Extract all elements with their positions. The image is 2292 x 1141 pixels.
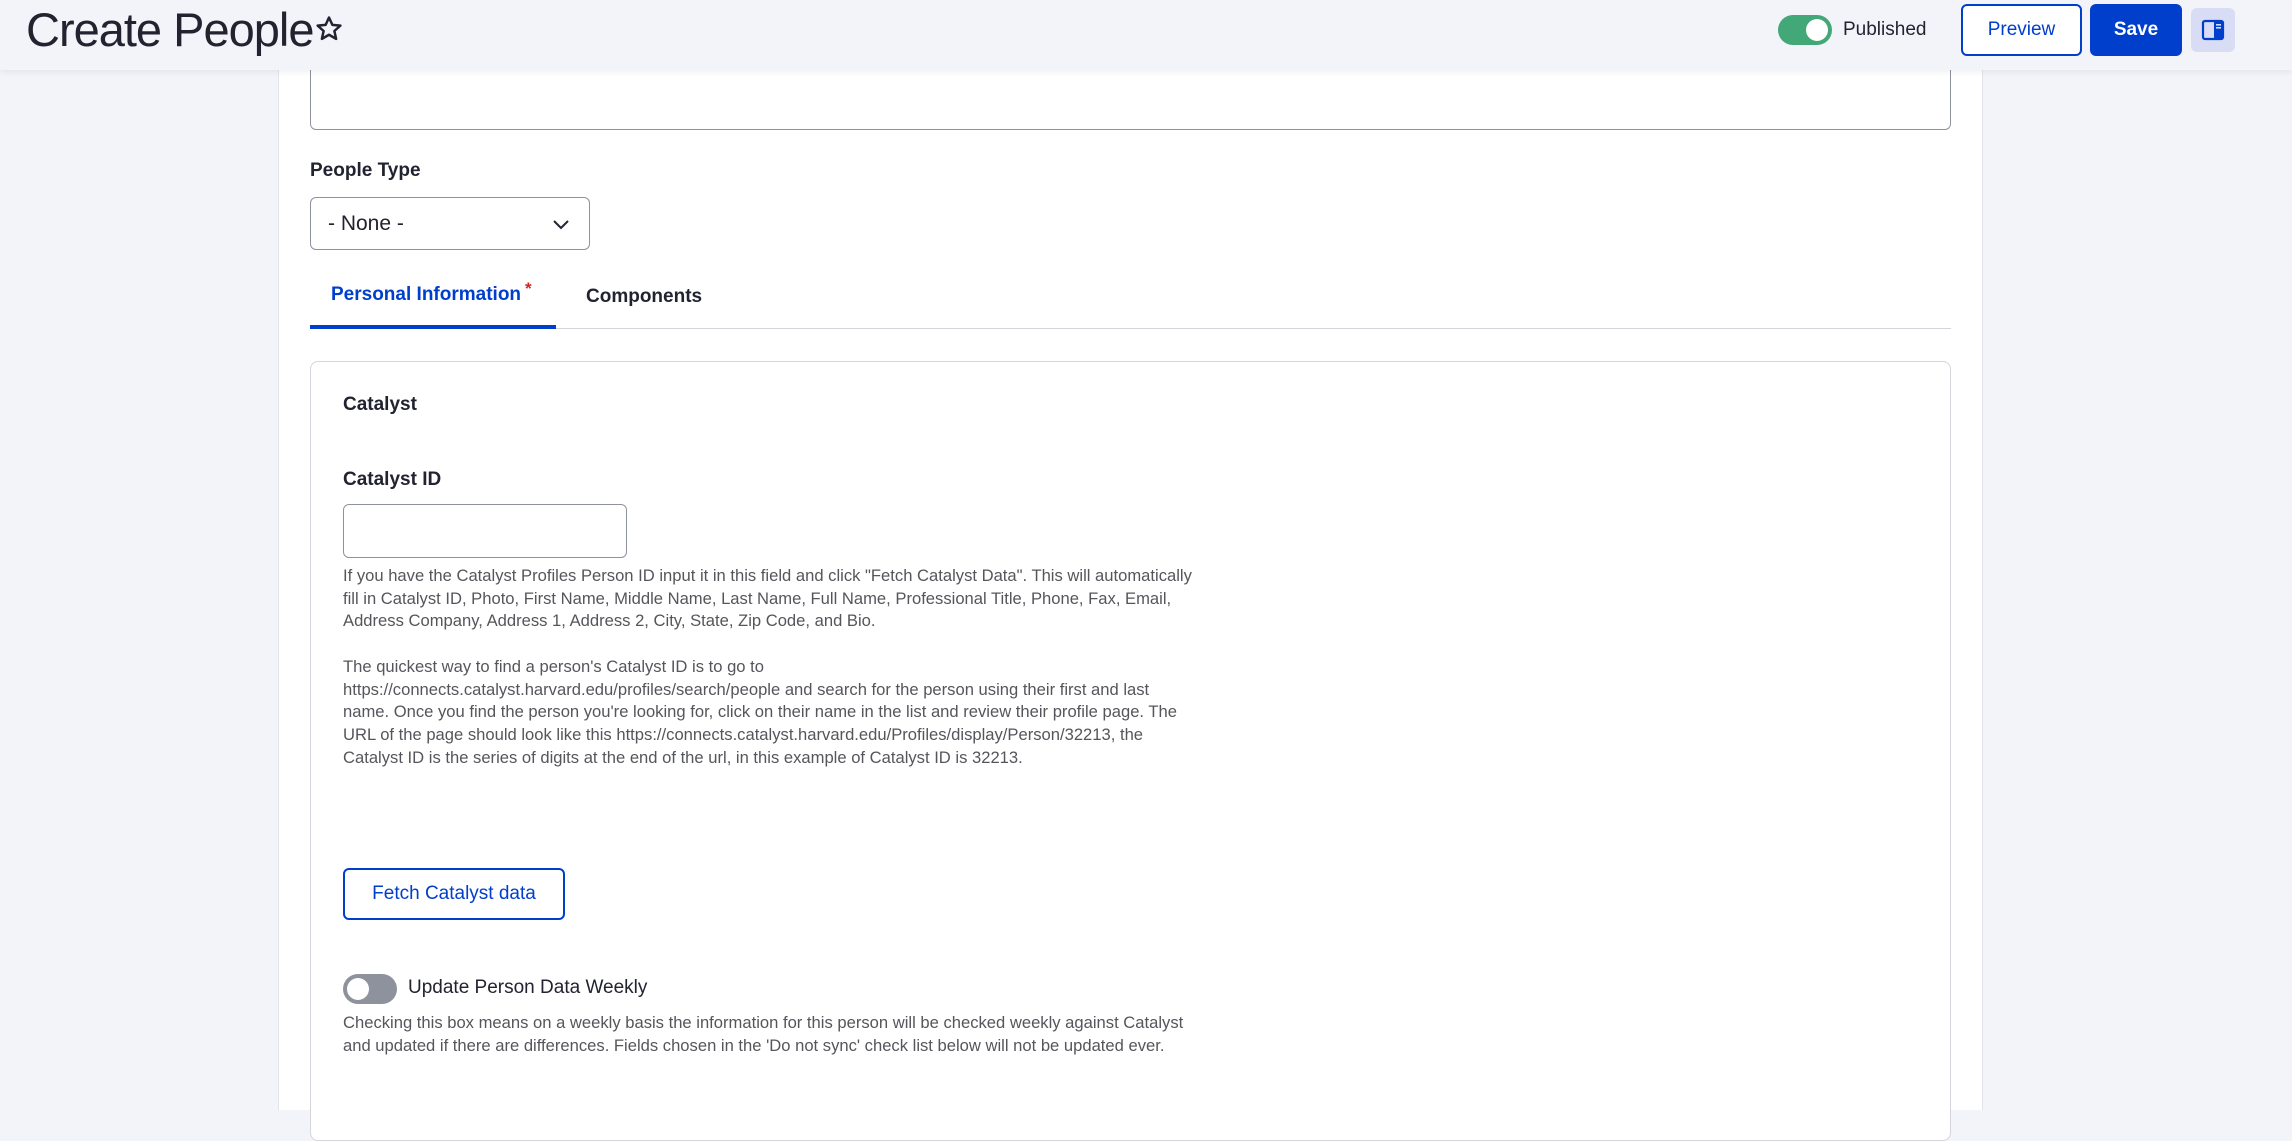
tab-personal-information[interactable] [310,264,556,329]
catalyst-help-text-2: The quickest way to find a person's Catalyst ID is to go to https://connects.catalyst.harvard.edu/profiles/search/people and search for the person using their first and last name. Once you find the person you're looking for, click on their name in the list and review their profile page. The URL of the page should look like this https://connects.catalyst.harvard.edu/Profiles/display/Person/32213, the Catalyst ID is the series of digits at the end of the url, in this example of Catalyst ID is 32213. [343,657,1177,767]
catalyst-help-text-1: If you have the Catalyst Profiles Person ID input it in this field and click "Fetch Catalyst Data". This will automatically fill in Catalyst ID, Photo, First Name, Middle Name, Last Name, Full Name, Professional Title, Phone, Fax, Email, Address Company, Address 1, Address 2, City, State, Zip Code, and Bio. [343,566,1192,631]
fetch-catalyst-button[interactable]: Fetch Catalyst data [343,868,565,920]
chevron-down-icon [551,215,571,235]
update-weekly-help: Checking this box means on a weekly basis the information for this person will be checked weekly against Catalyst and updated if there are differences. Fields chosen in the 'Do not sync' check list below will not be updated ever. [343,1013,1184,1055]
preview-button[interactable]: Preview [1961,4,2082,56]
tab-personal-information-label: Personal Information [331,283,522,305]
catalyst-section-title: Catalyst [343,394,417,415]
people-type-label: People Type [310,160,421,181]
update-weekly-toggle[interactable] [343,974,397,1004]
toggle-knob [347,978,369,1000]
page-header [0,0,2292,70]
main-content [278,0,1983,1110]
people-type-select[interactable] [310,197,590,250]
catalyst-panel [310,361,1951,1141]
tab-bar [310,264,1951,329]
sidebar-toggle-button[interactable] [2191,8,2235,52]
published-label: Published [1843,19,1927,40]
update-weekly-label: Update Person Data Weekly [408,977,648,998]
star-icon[interactable] [314,14,344,44]
catalyst-id-input[interactable] [343,504,627,558]
tab-components[interactable] [565,264,723,329]
save-button[interactable]: Save [2090,4,2182,56]
sidebar-icon [2201,18,2225,42]
required-marker: * [525,278,532,298]
toggle-knob [1806,19,1828,41]
people-type-value: - None - [328,212,404,235]
published-toggle[interactable] [1778,15,1832,45]
page-title: Create People [26,3,314,56]
tab-components-label: Components [586,285,703,307]
catalyst-id-label: Catalyst ID [343,469,442,490]
